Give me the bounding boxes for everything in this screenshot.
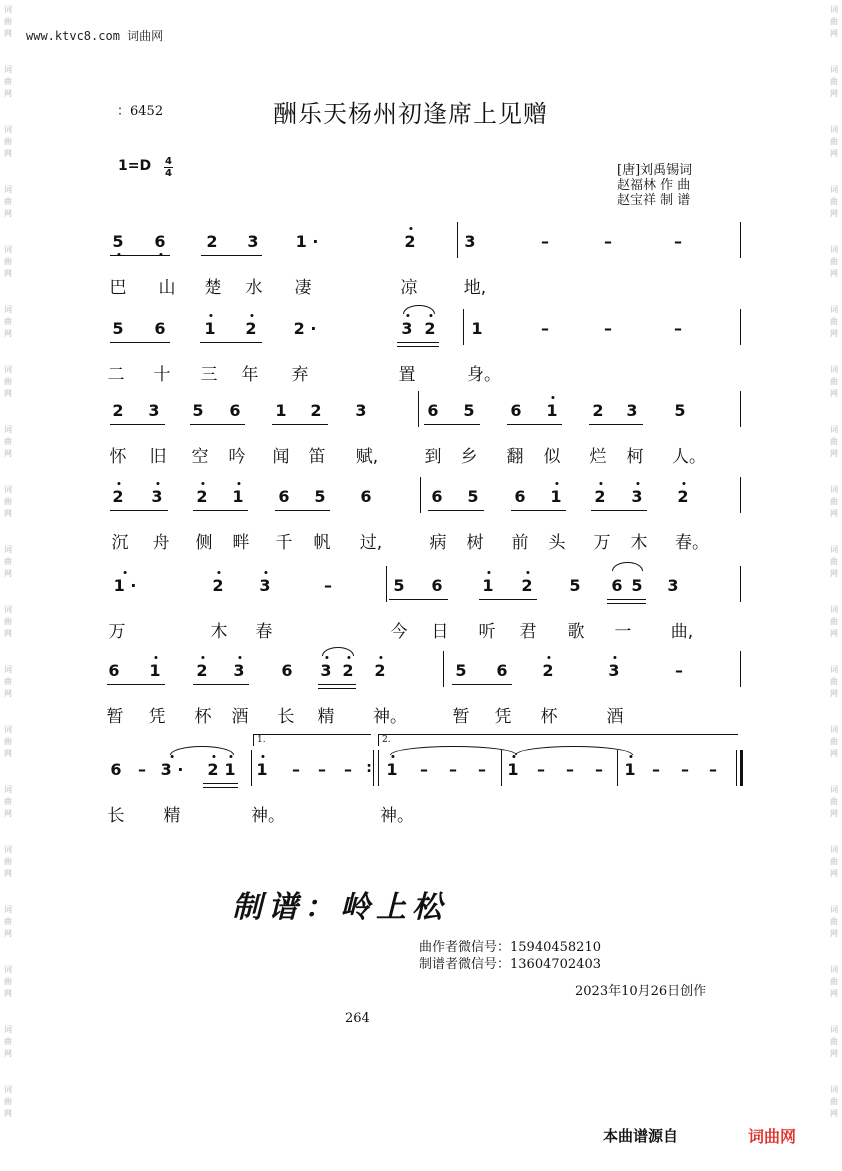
note-dash: – <box>420 760 428 779</box>
barline <box>740 750 743 786</box>
side-watermark-text: 词 曲 网 <box>830 665 838 698</box>
note: 5 <box>674 401 686 420</box>
barline <box>378 750 379 786</box>
lyric-char: 神。 <box>373 707 407 727</box>
side-watermark-text: 词 曲 网 <box>4 1085 12 1118</box>
note: 6 <box>154 232 166 251</box>
lyric-char: 酒 <box>231 707 249 727</box>
note: 3 <box>247 232 259 251</box>
arranger-signature: 制谱：岭上松 <box>232 890 448 925</box>
lyric-char: 万 <box>108 622 126 642</box>
beam-underline <box>200 342 262 343</box>
note: 2 <box>521 576 533 595</box>
beam-underline <box>110 342 170 343</box>
lyric-char: 旧 <box>149 447 167 467</box>
lyric-char: 烂 <box>589 447 607 467</box>
barline <box>386 566 387 602</box>
note: 6 <box>496 661 508 680</box>
barline <box>740 477 741 513</box>
note-dash: – <box>537 760 545 779</box>
lyric-char: 地, <box>463 278 487 298</box>
note: 6 <box>281 661 293 680</box>
note: 1 <box>386 760 398 779</box>
note: 3 · <box>160 760 184 779</box>
lyric-char: 木 <box>210 622 228 642</box>
beam-underline <box>318 688 356 689</box>
note: 3 <box>626 401 638 420</box>
side-watermark-text: 词 曲 网 <box>830 305 838 338</box>
arranger-wechat: 制谱者微信号：13604702403 <box>419 957 601 972</box>
beam-underline <box>589 424 643 425</box>
lyric-char: 空 <box>191 447 209 467</box>
page-number: 264 <box>345 1011 370 1026</box>
barline <box>251 750 252 786</box>
side-watermark-text: 词 曲 网 <box>4 545 12 578</box>
lyric-char: 长 <box>107 806 125 826</box>
note-dash: – <box>292 760 300 779</box>
note: 1 <box>471 319 483 338</box>
side-watermark-text: 词 曲 网 <box>830 485 838 518</box>
lyric-char: 神。 <box>251 806 285 826</box>
note: 6 <box>431 487 443 506</box>
side-watermark-text: 词 曲 网 <box>830 425 838 458</box>
note: 2 <box>112 401 124 420</box>
note: 2 <box>196 661 208 680</box>
barline <box>617 750 618 786</box>
site-url: www.ktvc8.com 词曲网 <box>26 29 164 43</box>
side-watermark-text: 词 曲 网 <box>830 785 838 818</box>
slur-arc <box>322 647 354 656</box>
lyric-char: 到 <box>424 447 442 467</box>
note: 1 <box>149 661 161 680</box>
barline <box>418 391 419 427</box>
note: 2 <box>245 319 257 338</box>
slur-arc <box>403 305 435 314</box>
note: 3 <box>401 319 413 338</box>
note: 3 <box>148 401 160 420</box>
lyric-char: 置 <box>398 365 416 385</box>
note: 1 · <box>295 232 319 251</box>
lyric-char: 病 <box>429 533 447 553</box>
note: 3 <box>631 487 643 506</box>
note: 6 <box>278 487 290 506</box>
note-dash: – <box>604 232 612 251</box>
lyric-char: 杯 <box>194 707 212 727</box>
side-watermark-text: 词 曲 网 <box>4 65 12 98</box>
lyric-char: 精 <box>317 707 335 727</box>
meter-top: 4 <box>165 156 172 167</box>
beam-underline <box>193 510 248 511</box>
side-watermark-text: 词 曲 网 <box>4 725 12 758</box>
note-dash: – <box>674 232 682 251</box>
side-watermark-text: 词 曲 网 <box>4 785 12 818</box>
beam-underline <box>110 424 165 425</box>
lyric-char: 酒 <box>606 707 624 727</box>
lyric-char: 头 <box>548 533 566 553</box>
lyric-char: 今 <box>390 622 408 642</box>
side-watermark-text: 词 曲 网 <box>4 485 12 518</box>
barline <box>457 222 458 258</box>
barline <box>373 750 374 786</box>
lyric-char: 歌 <box>567 622 585 642</box>
lyric-char: 吟 <box>228 447 246 467</box>
composer-wechat: 曲作者微信号：15940458210 <box>419 940 601 955</box>
source-label: 本曲谱源自 <box>603 1127 679 1145</box>
side-watermark-text: 词 曲 网 <box>4 425 12 458</box>
note: 2 <box>424 319 436 338</box>
note: 5 <box>112 232 124 251</box>
lyric-char: 万 <box>593 533 611 553</box>
lyric-char: 春。 <box>675 533 709 553</box>
brand-logo[interactable]: 词曲网 <box>748 1127 797 1146</box>
barline <box>740 309 741 345</box>
note: 3 <box>151 487 163 506</box>
lyric-char: 暂 <box>452 707 470 727</box>
note: 5 <box>463 401 475 420</box>
side-watermark-text: 词 曲 网 <box>4 665 12 698</box>
lyric-char: 身。 <box>467 365 501 385</box>
slur-arc <box>390 746 517 755</box>
note: 6 <box>514 487 526 506</box>
lyric-char: 暂 <box>106 707 124 727</box>
beam-underline <box>507 424 562 425</box>
side-watermark-text: 词 曲 网 <box>4 305 12 338</box>
beam-underline <box>107 684 165 685</box>
beam-underline <box>275 510 330 511</box>
note: 5 <box>192 401 204 420</box>
lyric-char: 一 <box>614 622 632 642</box>
beam-underline <box>607 599 646 600</box>
song-id: ：6452 <box>117 104 164 119</box>
note: 1 <box>624 760 636 779</box>
side-watermark-right <box>827 0 841 1171</box>
note: 6 <box>229 401 241 420</box>
side-watermark-text: 词 曲 网 <box>4 365 12 398</box>
note: 2 <box>542 661 554 680</box>
note-dash: – <box>478 760 486 779</box>
lyric-char: 前 <box>511 533 529 553</box>
note: 2 <box>677 487 689 506</box>
side-watermark-text: 词 曲 网 <box>830 1025 838 1058</box>
lyric-char: 赋, <box>355 447 379 467</box>
note: 6 <box>360 487 372 506</box>
beam-underline <box>318 684 356 685</box>
beam-underline <box>607 603 646 604</box>
note: 6 <box>154 319 166 338</box>
note: 2 <box>594 487 606 506</box>
lyric-char: 凉 <box>400 278 418 298</box>
note-dash: – <box>318 760 326 779</box>
beam-underline <box>389 599 448 600</box>
barline <box>736 750 737 786</box>
note: 1 <box>232 487 244 506</box>
beam-underline <box>272 424 328 425</box>
side-watermark-text: 词 曲 网 <box>830 365 838 398</box>
note: 2 <box>404 232 416 251</box>
side-watermark-text: 词 曲 网 <box>830 965 838 998</box>
side-watermark-left <box>1 0 15 1171</box>
note: 2 <box>206 232 218 251</box>
lyric-char: 听 <box>478 622 496 642</box>
note: 3 <box>259 576 271 595</box>
side-watermark-text: 词 曲 网 <box>4 1025 12 1058</box>
creation-date: 2023年10月26日创作 <box>575 984 707 999</box>
note: 5 <box>314 487 326 506</box>
note: 1 <box>275 401 287 420</box>
lyric-char: 舟 <box>152 533 170 553</box>
note: 1 <box>204 319 216 338</box>
lyric-char: 凭 <box>494 707 512 727</box>
barline <box>420 477 421 513</box>
credit-lyricist: [唐]刘禹锡词 <box>617 163 693 178</box>
lyric-char: 笛 <box>308 447 326 467</box>
lyric-char: 曲, <box>670 622 694 642</box>
side-watermark-text: 词 曲 网 <box>4 605 12 638</box>
note: 5 <box>631 576 643 595</box>
time-signature <box>164 156 173 179</box>
note: 1 <box>482 576 494 595</box>
note-dash: – <box>324 576 332 595</box>
lyric-char: 凭 <box>148 707 166 727</box>
note: 2 · <box>293 319 317 338</box>
note: 2 <box>592 401 604 420</box>
lyric-char: 怀 <box>109 447 127 467</box>
lyric-char: 凄 <box>294 278 312 298</box>
note: 2 <box>310 401 322 420</box>
note-dash: – <box>652 760 660 779</box>
lyric-char: 过, <box>359 533 383 553</box>
note: 1 <box>550 487 562 506</box>
note: 2 <box>342 661 354 680</box>
beam-underline <box>110 510 168 511</box>
note: 3 <box>233 661 245 680</box>
note-dash: – <box>541 319 549 338</box>
note: 6 <box>510 401 522 420</box>
lyric-char: 山 <box>158 278 176 298</box>
lyric-char: 柯 <box>626 447 644 467</box>
note-dash: – <box>681 760 689 779</box>
side-watermark-text: 词 曲 网 <box>830 185 838 218</box>
note: 2 <box>374 661 386 680</box>
lyric-char: 树 <box>466 533 484 553</box>
note: 5 <box>393 576 405 595</box>
lyric-char: 三 <box>200 365 218 385</box>
note-dash: – <box>344 760 352 779</box>
note: 6 <box>431 576 443 595</box>
note: 5 <box>455 661 467 680</box>
lyric-char: 帆 <box>313 533 331 553</box>
side-watermark-text: 词 曲 网 <box>4 245 12 278</box>
beam-underline <box>201 255 262 256</box>
side-watermark-text: 词 曲 网 <box>830 605 838 638</box>
side-watermark-text: 词 曲 网 <box>4 125 12 158</box>
barline <box>463 309 464 345</box>
lyric-char: 水 <box>245 278 263 298</box>
lyric-char: 长 <box>277 707 295 727</box>
slur-arc <box>612 562 643 571</box>
lyric-char: 侧 <box>195 533 213 553</box>
note-dash: – <box>449 760 457 779</box>
lyric-char: 似 <box>543 447 561 467</box>
note: 6 <box>427 401 439 420</box>
note: 2 <box>112 487 124 506</box>
note: 3 <box>320 661 332 680</box>
note: 5 <box>569 576 581 595</box>
beam-underline <box>203 783 238 784</box>
beam-underline <box>452 684 512 685</box>
note: 3 <box>464 232 476 251</box>
note-dash: – <box>604 319 612 338</box>
note: 1 <box>256 760 268 779</box>
side-watermark-text: 词 曲 网 <box>4 185 12 218</box>
beam-underline <box>397 346 439 347</box>
note: 2 <box>212 576 224 595</box>
lyric-char: 君 <box>519 622 537 642</box>
slur-arc <box>515 746 633 755</box>
side-watermark-text: 词 曲 网 <box>4 905 12 938</box>
credits <box>617 163 717 208</box>
barline <box>501 750 502 786</box>
side-watermark-text: 词 曲 网 <box>830 1085 838 1118</box>
lyric-char: 弃 <box>291 365 309 385</box>
side-watermark-text: 词 曲 网 <box>830 65 838 98</box>
lyric-char: 楚 <box>204 278 222 298</box>
beam-underline <box>190 424 245 425</box>
side-watermark-text: 词 曲 网 <box>830 845 838 878</box>
barline <box>740 651 741 687</box>
barline <box>740 222 741 258</box>
side-watermark-text: 词 曲 网 <box>4 5 12 38</box>
note-dash: – <box>709 760 717 779</box>
note: 6 <box>108 661 120 680</box>
slur-arc <box>170 746 234 755</box>
lyric-char: 二 <box>107 365 125 385</box>
beam-underline <box>511 510 566 511</box>
lyric-char: 闻 <box>272 447 290 467</box>
meter-bottom: 4 <box>165 168 172 179</box>
lyric-char: 神。 <box>380 806 414 826</box>
note-dash: – <box>138 760 146 779</box>
lyric-char: 巴 <box>109 278 127 298</box>
note: 2 <box>196 487 208 506</box>
beam-underline <box>428 510 484 511</box>
note: 3 <box>355 401 367 420</box>
note: 1 <box>224 760 236 779</box>
lyric-char: 乡 <box>460 447 478 467</box>
lyric-char: 千 <box>275 533 293 553</box>
side-watermark-text: 词 曲 网 <box>830 125 838 158</box>
lyric-char: 人。 <box>672 447 706 467</box>
lyric-char: 翻 <box>506 447 524 467</box>
beam-underline <box>424 424 480 425</box>
note: 3 <box>667 576 679 595</box>
note-dash: – <box>541 232 549 251</box>
barline <box>740 566 741 602</box>
note: 1 <box>507 760 519 779</box>
side-watermark-text: 词 曲 网 <box>4 965 12 998</box>
barline <box>443 651 444 687</box>
barline <box>740 391 741 427</box>
side-watermark-text: 词 曲 网 <box>830 5 838 38</box>
lyric-char: 沉 <box>111 533 129 553</box>
lyric-char: 春 <box>255 622 273 642</box>
note: 3 <box>608 661 620 680</box>
note: 5 <box>112 319 124 338</box>
lyric-char: 精 <box>163 806 181 826</box>
lyric-char: 日 <box>431 622 449 642</box>
side-watermark-text: 词 曲 网 <box>830 725 838 758</box>
note: 6 <box>611 576 623 595</box>
lyric-char: 年 <box>241 365 259 385</box>
beam-underline <box>479 599 537 600</box>
note: 2 <box>207 760 219 779</box>
lyric-char: 十 <box>153 365 171 385</box>
credit-composer: 赵福林 作 曲 <box>617 178 691 193</box>
note-dash: – <box>675 661 683 680</box>
side-watermark-text: 词 曲 网 <box>830 905 838 938</box>
beam-underline <box>110 255 170 256</box>
note: 5 <box>467 487 479 506</box>
beam-underline <box>397 342 439 343</box>
page-title: 酬乐天杨州初逢席上见赠 <box>273 100 548 128</box>
side-watermark-text: 词 曲 网 <box>830 245 838 278</box>
note: 1 <box>546 401 558 420</box>
credit-arranger: 赵宝祥 制 谱 <box>617 193 691 208</box>
volta-second-ending: 2. <box>378 734 738 746</box>
beam-underline <box>193 684 249 685</box>
beam-underline <box>203 787 238 788</box>
key-signature: 1=D <box>118 158 152 174</box>
side-watermark-text: 词 曲 网 <box>4 845 12 878</box>
side-watermark-text: 词 曲 网 <box>830 545 838 578</box>
beam-underline <box>591 510 647 511</box>
note-dash: – <box>595 760 603 779</box>
note-dash: – <box>566 760 574 779</box>
note-dash: – <box>674 319 682 338</box>
volta-first-ending: 1. <box>253 734 371 746</box>
lyric-char: 木 <box>630 533 648 553</box>
lyric-char: 畔 <box>232 533 250 553</box>
note: 6 <box>110 760 122 779</box>
lyric-char: 杯 <box>540 707 558 727</box>
repeat-dots: : <box>366 760 372 776</box>
note: 1 · <box>113 576 137 595</box>
